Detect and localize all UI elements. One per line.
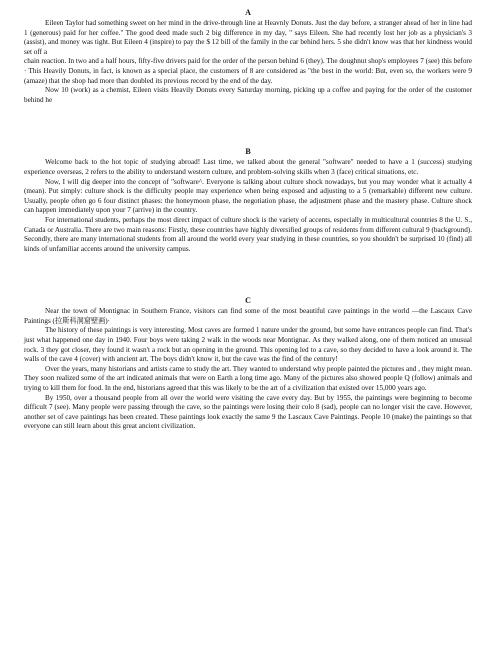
paragraph: For international students, perhaps the most direct impact of culture shock is the variety of accents, especially in multicultural countries 8 the U. S., Canada or Australia. There are two main reasons: Firstly, these countries have highly diversified groups of residents from different cultural 9 (background). Secondly, there are many international students from all around the world every year studying in these countries, so you shouldn't be surprised 10 (find) all kinds of unfamiliar accents around the university campus. — [24, 215, 472, 253]
passage-heading: C — [245, 296, 251, 306]
passage-heading: B — [245, 147, 251, 157]
paragraph: By 1950, over a thousand people from all over the world were visiting the cave every day. But by 1955, the paintings were beginning to become difficult 7 (see). Many people were passing through the cave, so the paintings were losing their colo 8 (sad), people can no longer visit the cave. However, another set of cave paintings has been created. These paintings look exactly the same 9 the Lascaux Cave Paintings. People 10 (make) the paintings so that everyone can still learn about this great ancient civilization. — [24, 393, 472, 431]
paragraph: chain reaction. In two and a half hours, fifty-five drivers paid for the order of the person behind 6 (they). The doughnut shop's employees 7 (see) this before · This Heavily Donuts, in fact, is known as a special place, the customers of 8 are considered as "the best in the world: But, even so, the workers were 9 (amaze) that the shop had more than doubled its previous record by the end of the day. — [24, 57, 472, 85]
paragraph: Over the years, many historians and artists came to study the art. They wanted to understand why people painted the pictures and , they might mean. They soon realized some of the art indicated animals that were on Earth a long time ago. Many of the pictures also showed people Q (follow) animals and trying to kill them for food. In the end, historians agreed that this was likely to be the art of a civilization that existed over 15,000 years ago. — [24, 364, 472, 393]
passage-heading: A — [245, 8, 251, 17]
paragraph: Now 10 (work) as a chemist, Eileen visits Heavily Donuts every Saturday morning, picking up a coffee and paying for the order of the customer behind he — [24, 86, 472, 104]
passage-c — [24, 296, 472, 432]
paragraph: Eileen Taylor had something sweet on her mind in the drive-through line at Heavnly Donuts. Just the day before, a stranger ahead of her in line had 1 (generous) paid for her coffee." The good deed made such 2 big difference in my day, " says Eileen. She had recently lost her job as a physician's 3 (assist), and money was tight. But Eileen 4 (inspire) to pay the $ 12 bill of the family in the car behind hers. 5 she didn't know was that her kindness would set off a — [24, 19, 472, 56]
passage-a — [24, 8, 472, 105]
paragraph: Welcome back to the hot topic of studying abroad! Last time, we talked about the general "software" needed to have a 1 (success) studying experience overseas, 2 refers to the ability to understand western culture, and problem-solving skills when 3 (face) critical situations, etc. — [24, 158, 472, 176]
paragraph: Now, I will dig deeper into the concept of "software^. Everyone is talking about culture shock nowadays, but you may wonder what it actually 4 (mean). Put simply: culture shock is the difficulty people may experience when being exposed and adjusting to a 5 (remarkable) different new culture. Usually, people often go 6 four distinct phases: the honeymoon phase, the negotiation phase, the adjustment phase and the mastery phase. Culture shock can happen immediately upon your 7 (arrive) in the country. — [24, 177, 472, 215]
paragraph: The history of these paintings is very interesting. Most caves are formed 1 nature under the ground, but some have entrances people can find. That's just what happened one day in 1940. Four boys were taking 2 walk in the woods near Montignac. As they walked along, one of them noticed an unusual rock. 3 they got closer, they found it wasn't a rock but an opening in the ground. This opening led to a cave, so they decided to have a look around it. The walls of the cave 4 (cover) with ancient art. The boys didn't know it, but the cave was the find of the century! — [24, 326, 472, 364]
passage-b — [24, 147, 472, 254]
paragraph: Near the town of Montignac in Southern France, visitors can find some of the most beautiful cave paintings in the world —the Lascaux Cave Paintings (拉斯科洞窟壁画)· — [24, 307, 472, 325]
